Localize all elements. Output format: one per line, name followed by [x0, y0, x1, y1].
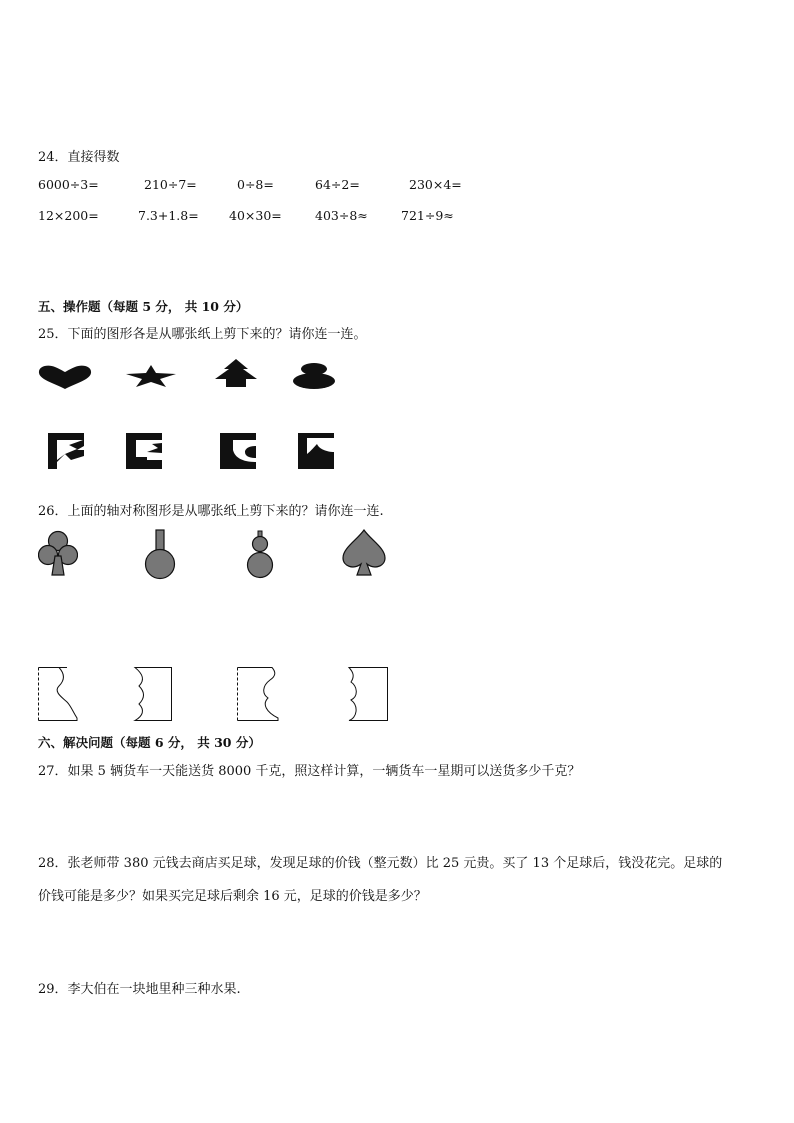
section6-heading: 六、解决问题（每题 6 分， 共 30 分） [38, 735, 261, 750]
mushroom-icon [292, 362, 336, 390]
q24-expr-2-2: 7.3+1.8= [138, 208, 199, 223]
gourd-icon [244, 530, 276, 580]
q24-title: 24．直接得数 [38, 150, 120, 165]
q24-expr-2-1: 12×200= [38, 208, 99, 223]
q28-line1: 28．张老师带 380 元钱去商店买足球，发现足球的价钱（整元数）比 25 元贵。买了 13 个足球后，钱没花完。足球的 [38, 856, 723, 871]
q28-line2: 价钱可能是多少？如果买完足球后剩余 16 元，足球的价钱是多少？ [38, 889, 427, 904]
q24-expr-2-5: 721÷9≈ [401, 208, 454, 223]
racket-icon [141, 528, 179, 580]
cut-paper-3 [219, 432, 257, 470]
q24-expr-1-3: 0÷8= [237, 177, 274, 192]
q24-expr-1-5: 230×4= [409, 177, 462, 192]
cut-paper-4 [297, 432, 335, 470]
q25-text: 25．下面的图形各是从哪张纸上剪下来的？请你连一连。 [38, 327, 367, 342]
q27-text: 27．如果 5 辆货车一天能送货 8000 千克，照这样计算，一辆货车一星期可以送货多少千克？ [38, 764, 581, 779]
q24-expr-1-1: 6000÷3= [38, 177, 99, 192]
cut-paper-1 [47, 432, 85, 470]
q24-expr-2-3: 40×30= [229, 208, 282, 223]
q29-text: 29．李大伯在一块地里种三种水果. [38, 982, 241, 997]
q24-expr-1-4: 64÷2= [315, 177, 360, 192]
folded-paper-4 [345, 666, 389, 722]
folded-paper-1 [37, 666, 79, 722]
q26-text: 26．上面的轴对称图形是从哪张纸上剪下来的？请你连一连. [38, 504, 384, 519]
q24-expr-2-4: 403÷8≈ [315, 208, 368, 223]
star-icon [125, 364, 177, 388]
club-icon [38, 530, 78, 578]
cut-paper-2 [125, 432, 163, 470]
folded-paper-2 [131, 666, 173, 722]
spade-icon [341, 528, 387, 578]
section5-heading: 五、操作题（每题 5 分， 共 10 分） [38, 299, 249, 314]
folded-paper-3 [236, 666, 280, 722]
q24-expr-1-2: 210÷7= [144, 177, 197, 192]
heart-icon [38, 364, 92, 390]
tree-arrow-icon [208, 358, 264, 388]
